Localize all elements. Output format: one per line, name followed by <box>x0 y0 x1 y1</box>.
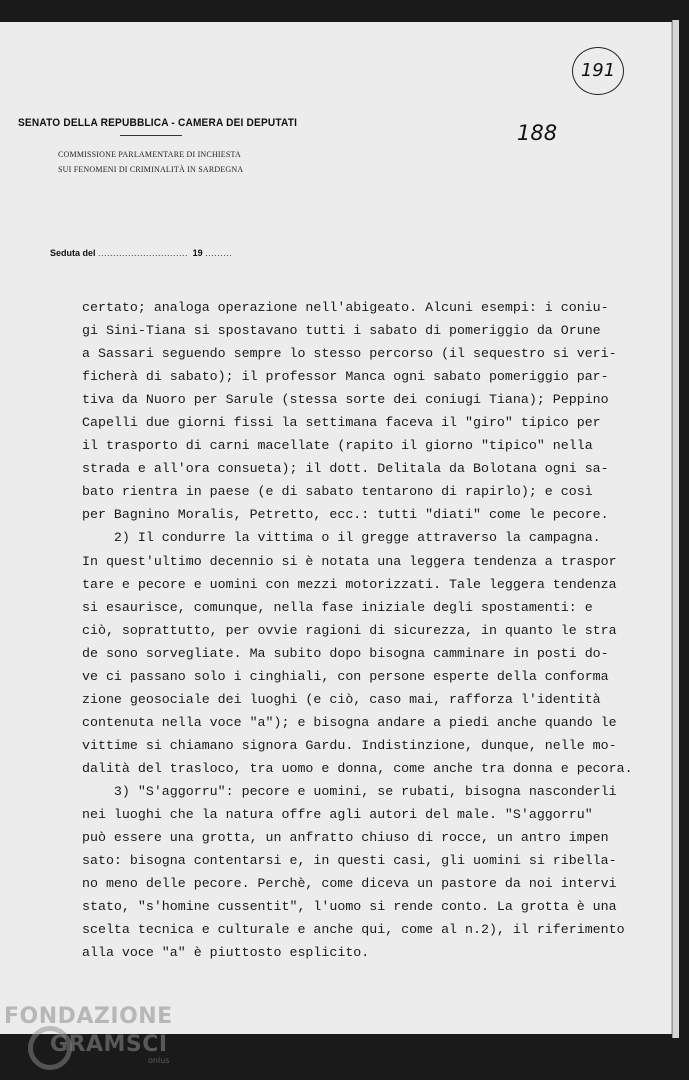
body-line: strada e all'ora consueta); il dott. Delitala da Bolotana ogni sa- <box>82 461 609 477</box>
handwritten-page-number: 188 <box>517 121 558 145</box>
seduta-label: Seduta del <box>50 248 96 258</box>
body-line: stato, "s'homine cussentit", l'uomo si rende conto. La grotta è una <box>82 899 617 915</box>
body-line: de sono sorvegliate. Ma subito dopo bisogna camminare in posti do- <box>82 645 609 661</box>
body-line: il trasporto di carni macellate (rapito il giorno "tipico" nella <box>82 438 593 454</box>
seduta-trail: ......... <box>205 248 233 258</box>
body-line: sato: bisogna contentarsi e, in questi casi, gli uomini si ribella- <box>82 853 617 869</box>
seduta-year: 19 <box>192 248 203 258</box>
body-line: In quest'ultimo decennio si è notata una leggera tendenza a traspor <box>82 553 617 569</box>
body-line: no meno delle pecore. Perchè, come diceva un pastore da noi intervi <box>82 876 617 892</box>
body-line: certato; analoga operazione nell'abigeato. Alcuni esempi: i coniu- <box>82 300 609 315</box>
body-line: scelta tecnica e culturale e anche qui, come al n.2), il riferimento <box>82 922 625 938</box>
body-line: si esaurisce, comunque, nella fase iniziale degli spostamenti: e <box>82 599 593 615</box>
circled-page-number: 191 <box>572 47 624 95</box>
body-line: può essere una grotta, un anfratto chiuso di rocce, un antro impen <box>82 830 609 846</box>
seduta-line <box>50 248 232 258</box>
body-line: tiva da Nuoro per Sarule (stessa sorte dei coniugi Tiana); Peppino <box>82 392 609 408</box>
body-line: contenuta nella voce "a"); e bisogna andare a piedi anche quando le <box>82 714 617 730</box>
letterhead-rule <box>120 135 182 136</box>
body-line: dalità del trasloco, tra uomo e donna, come anche tra donna e pecora. <box>82 760 633 776</box>
body-line: 3) "S'aggorru": pecore e uomini, se rubati, bisogna nasconderli <box>82 783 617 799</box>
body-line: bato rientra in paese (e di sabato tentarono di rapirlo); e così <box>82 484 593 500</box>
body-line: zione geosociale dei luoghi (e ciò, caso mai, rafforza l'identità <box>82 691 601 707</box>
body-line: ficherà di sabato); il professor Manca ogni sabato pomeriggio par- <box>82 369 609 385</box>
body-line: ciò, soprattutto, per ovvie ragioni di sicurezza, in quanto le stra <box>82 622 617 638</box>
letterhead-title: SENATO DELLA REPUBBLICA - CAMERA DEI DEPUTATI <box>18 117 298 129</box>
watermark-line-1: FONDAZIONE <box>4 1004 173 1029</box>
body-line: a Sassari seguendo sempre lo stesso percorso (il sequestro si veri- <box>82 346 617 362</box>
letterhead-subtitle-1: COMMISSIONE PARLAMENTARE DI INCHIESTA <box>58 150 241 159</box>
page-edge <box>672 20 679 1038</box>
body-line: 2) Il condurre la vittima o il gregge attraverso la campagna. <box>82 530 601 546</box>
body-line: alla voce "a" è piuttosto esplicito. <box>82 945 370 961</box>
body-line: gi Sini-Tiana si spostavano tutti i sabato di pomeriggio da Orune <box>82 323 601 339</box>
body-line: per Bagnino Moralis, Petretto, ecc.: tutti "diati" come le pecore. <box>82 507 609 523</box>
seduta-dots: .............................. <box>98 248 189 258</box>
body-line: nei luoghi che la natura offre agli autori del male. "S'aggorru" <box>82 807 593 823</box>
typewritten-body <box>82 296 642 964</box>
letterhead-subtitle-2: SUI FENOMENI DI CRIMINALITÀ IN SARDEGNA <box>58 165 244 174</box>
body-line: ve ci passano solo i cinghiali, con persone esperte della conforma <box>82 668 609 684</box>
watermark-line-2: GRAMSCI <box>50 1032 168 1057</box>
watermark-suffix: onlus <box>148 1056 170 1065</box>
body-line: Capelli due giorni fissi la settimana faceva il "giro" tipico per <box>82 415 601 431</box>
body-line: tare e pecore e uomini con mezzi motorizzati. Tale leggera tendenza <box>82 576 617 592</box>
body-line: vittime si chiamano signora Gardu. Indistinzione, dunque, nelle mo- <box>82 737 617 753</box>
